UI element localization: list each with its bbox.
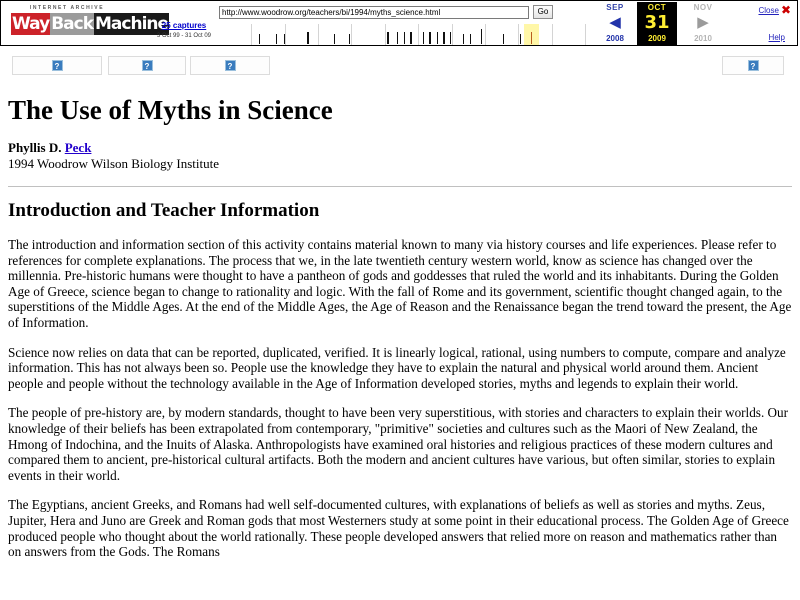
- next-month-column[interactable]: [677, 2, 729, 45]
- timeline-year-cell[interactable]: [286, 24, 319, 46]
- prev-month-label: SEP: [606, 3, 624, 12]
- timeline-capture-tick[interactable]: [481, 29, 482, 44]
- timeline-year-cell[interactable]: [252, 24, 285, 46]
- broken-image-icon: ?: [225, 60, 236, 71]
- wayback-toolbar: [0, 0, 798, 46]
- timeline-capture-tick[interactable]: [470, 34, 471, 44]
- timeline-capture-tick[interactable]: [259, 34, 260, 44]
- timeline-year-cell[interactable]: [386, 24, 419, 46]
- wayback-machine-logo[interactable]: [11, 5, 169, 39]
- prev-arrow-icon[interactable]: ◀: [609, 14, 621, 31]
- broken-image-icon: ?: [142, 60, 153, 71]
- timeline-capture-tick[interactable]: [276, 34, 277, 44]
- page-document: [0, 94, 800, 560]
- timeline-capture-tick[interactable]: [307, 32, 309, 44]
- internet-archive-label: INTERNET ARCHIVE: [29, 5, 105, 11]
- timeline-capture-tick[interactable]: [450, 32, 451, 44]
- timeline-capture-tick[interactable]: [503, 34, 504, 44]
- timeline-capture-tick[interactable]: [410, 32, 412, 44]
- next-month-label: NOV: [693, 3, 713, 12]
- timeline-capture-tick[interactable]: [423, 32, 424, 44]
- current-day-label: 31: [644, 12, 670, 33]
- timeline-capture-tick[interactable]: [463, 34, 464, 44]
- timeline-year-cell[interactable]: [352, 24, 385, 46]
- prev-year-label: 2008: [606, 34, 624, 43]
- timeline-capture-tick[interactable]: [387, 32, 389, 44]
- captures-timeline[interactable]: [219, 23, 586, 46]
- author-link[interactable]: Peck: [64, 140, 92, 155]
- timeline-capture-tick[interactable]: [437, 32, 438, 44]
- url-input[interactable]: [219, 6, 529, 19]
- body-paragraph: The people of pre-history are, by modern standards, thought to have been very superstitious, with stories and characters to explain their worlds. Our knowledge of their beliefs has been extrapolated from contemporary, "primitive" societies and cultures such as the Maori of New Zealand, the Hmong of Indochina, and the Inuits of Alaska. Anthropologists have examined oral histories and religious practices of these modern cultures and compared them to ancient, pre-historical cultural artifacts. Both the modern and ancient cultures have various, but often similar, stories to explain events in their world.: [8, 405, 789, 483]
- broken-image-4[interactable]: [722, 56, 784, 75]
- body-paragraphs: [8, 237, 792, 560]
- affiliation: 1994 Woodrow Wilson Biology Institute: [8, 156, 220, 171]
- broken-image-icon: ?: [748, 60, 759, 71]
- timeline-capture-tick[interactable]: [520, 34, 521, 44]
- wayback-wordmark: [11, 13, 169, 35]
- next-arrow-icon[interactable]: ▶: [697, 14, 709, 31]
- wordmark-way: Way: [12, 14, 50, 34]
- timeline-capture-tick[interactable]: [443, 32, 445, 44]
- timeline-capture-tick[interactable]: [397, 32, 398, 44]
- close-toolbar-control[interactable]: [758, 5, 791, 15]
- date-navigator: [593, 2, 741, 45]
- timeline-capture-tick[interactable]: [334, 34, 335, 44]
- next-year-label: 2010: [694, 34, 712, 43]
- timeline-year-cell[interactable]: [319, 24, 352, 46]
- timeline-capture-tick[interactable]: [404, 32, 405, 44]
- current-month-label: OCT: [647, 3, 667, 12]
- url-bar-row: [219, 5, 553, 19]
- timeline-current-capture-tick[interactable]: [531, 32, 532, 44]
- body-paragraph: The Egyptians, ancient Greeks, and Romans had well self-documented cultures, with explanations of beliefs as well as stories and myths. Zeus, Jupiter, Hera and Juno are Greek and Roman gods that most Westerners study at some point in their educational process. The Golden Age of Greece produced people who thought about the world rationally. These people developed answers that relied more on reason and mathematics rather than on answers from the Gods. The Romans: [8, 497, 789, 560]
- captures-count-link[interactable]: 25 captures: [161, 21, 207, 30]
- prev-month-column[interactable]: [593, 2, 637, 45]
- close-icon[interactable]: ✖: [780, 3, 791, 17]
- byline: [8, 140, 792, 156]
- timeline-year-cell[interactable]: [419, 24, 452, 46]
- timeline-year-cell[interactable]: [553, 24, 586, 46]
- broken-image-3[interactable]: [190, 56, 270, 75]
- current-year-label: 2009: [648, 34, 666, 43]
- timeline-capture-tick[interactable]: [429, 32, 431, 44]
- body-paragraph: Science now relies on data that can be reported, duplicated, verified. It is linearly logical, rational, using numbers to compute, compare and analyze information. This has not always been so. People use the knowledge they have to explain the natural and physical world around them. Ancient people and people without the technology available in the Age of Information developed stories, myths and legends to explain their world.: [8, 344, 786, 391]
- section-divider: [8, 186, 792, 187]
- close-label[interactable]: Close: [758, 5, 779, 15]
- go-button[interactable]: Go: [533, 5, 553, 19]
- section-heading: Introduction and Teacher Information: [8, 200, 320, 221]
- page-title: The Use of Myths in Science: [8, 95, 333, 125]
- broken-image-1[interactable]: [12, 56, 102, 75]
- captures-date-range: 3 Oct 99 - 31 Oct 09: [156, 33, 212, 39]
- timeline-capture-tick[interactable]: [284, 34, 285, 44]
- help-link[interactable]: Help: [768, 33, 785, 42]
- broken-image-row: [0, 56, 800, 84]
- timeline-year-cell[interactable]: [219, 24, 252, 46]
- author-name: Phyllis D.: [8, 140, 65, 155]
- timeline-capture-tick[interactable]: [349, 34, 350, 44]
- wordmark-machine: Machine: [95, 14, 169, 34]
- broken-image-icon: ?: [52, 60, 63, 71]
- current-date-column[interactable]: [637, 2, 677, 45]
- captures-summary: [141, 21, 227, 41]
- broken-image-2[interactable]: [108, 56, 186, 75]
- body-paragraph: The introduction and information section of this activity contains material known to many via history courses and life experiences. Please refer to references for complete explanations. The process that we, in the late twentieth century western world, know as science has changed over the millennia. Pre-historic humans were thought to have a pantheon of gods and goddesses that ruled the world and its inhabitants. During the Golden Age of Greece, science began to change to rationality and logic. With the fall of Rome and its government, scientific thought changed again, to the superstitions of the Middle Ages. At the end of the Middle Ages, the Age of Reason and the Renaissance began the trend toward the present, the Age of Information.: [8, 237, 792, 330]
- wordmark-back: Back: [51, 14, 93, 34]
